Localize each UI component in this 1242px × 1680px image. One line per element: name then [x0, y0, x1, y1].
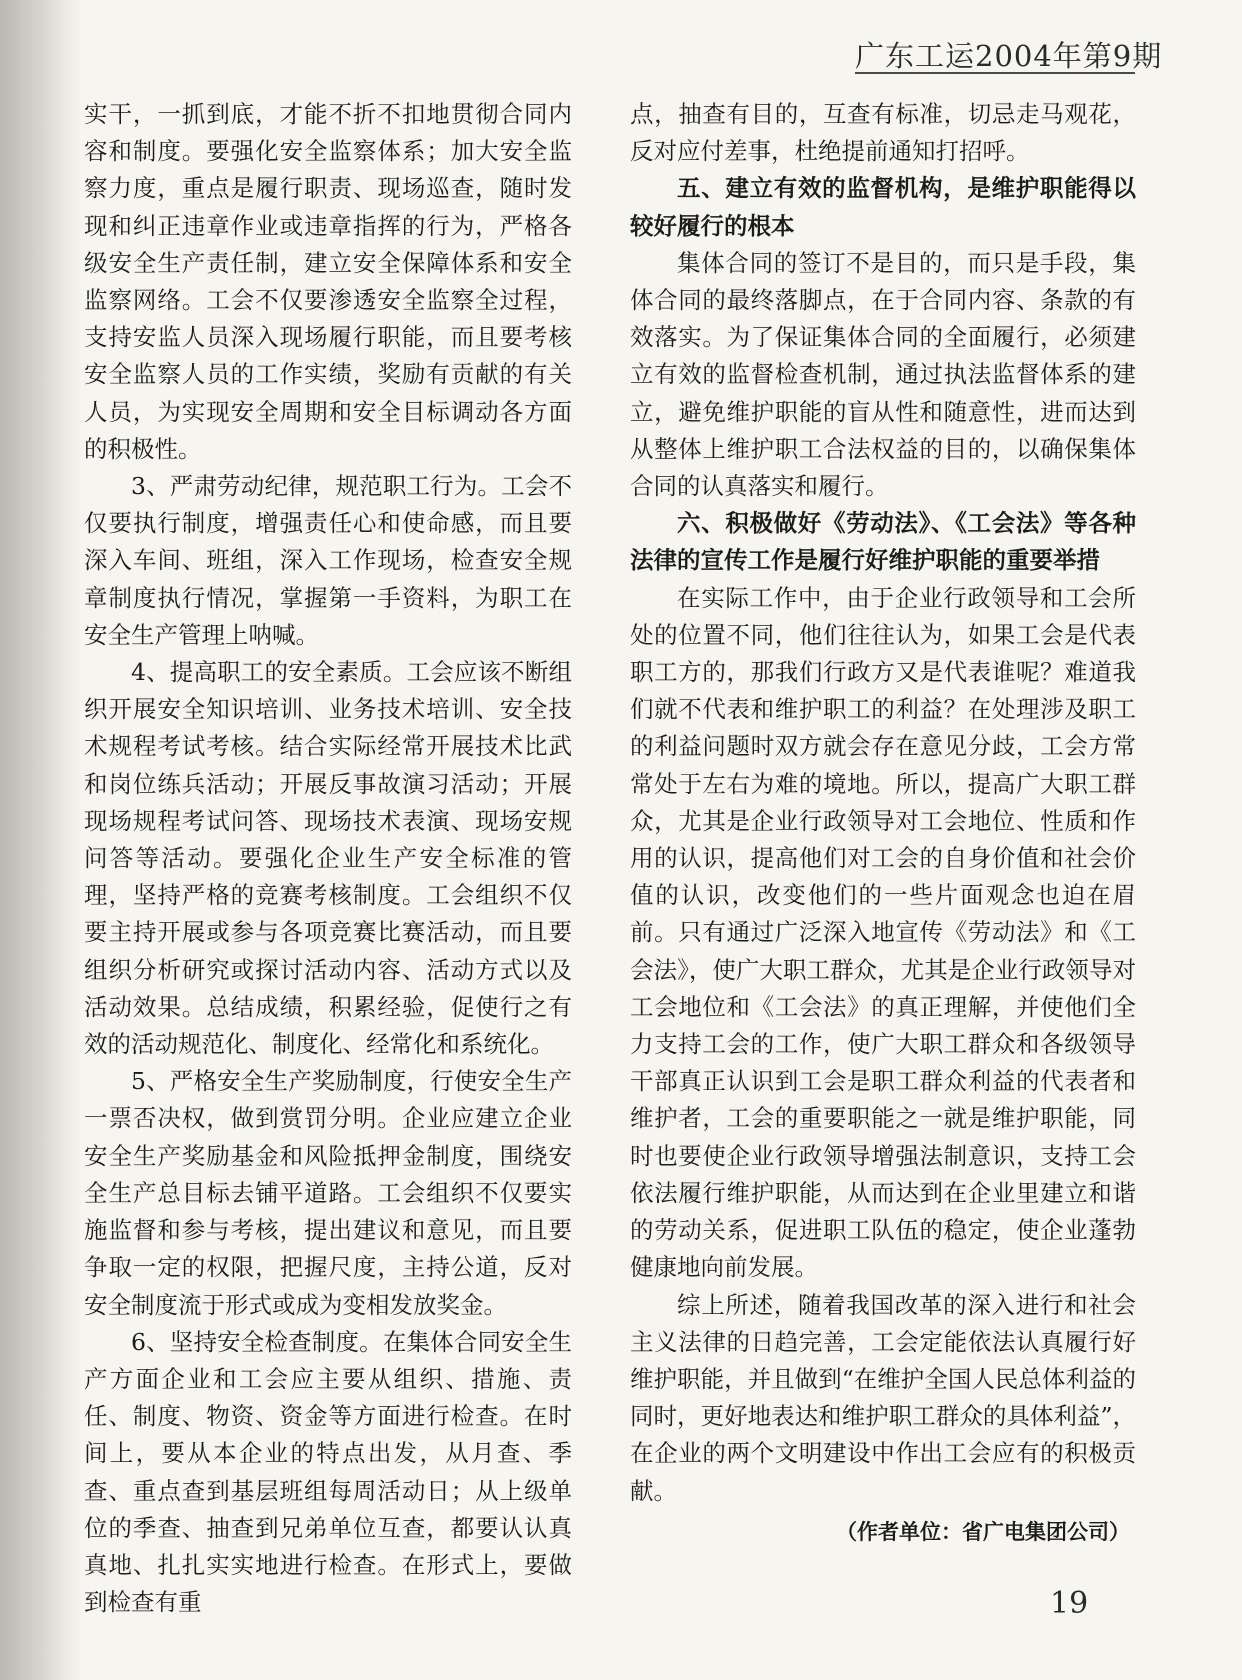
- paragraph: 6、坚持安全检查制度。在集体合同安全生产方面企业和工会应主要从组织、措施、责任、制度、物资、资金等方面进行检查。在时间上，要从本企业的特点出发，从月查、季查、重点查到基层班组每周活动日；从上级单位的季查、抽查到兄弟单位互查，都要认认真真地、扎扎实实地进行检查。在形式上，要做到检查有重: [84, 1327, 572, 1617]
- paragraph: 3、严肃劳动纪律，规范职工行为。工会不仅要执行制度，增强责任心和使命感，而且要深入车间、班组，深入工作现场，检查安全规章制度执行情况，掌握第一手资料，为职工在安全生产管理上呐喊。: [84, 472, 572, 649]
- section-heading: 五、建立有效的监督机构，是维护职能得以较好履行的根本: [630, 174, 1136, 240]
- running-header: 广东工运2004年第9期: [855, 39, 1163, 73]
- section-heading: 六、积极做好《劳动法》、《工会法》等各种法律的宣传工作是履行好维护职能的重要举措: [630, 509, 1136, 575]
- paragraph: 集体合同的签订不是目的，而只是手段，集体合同的最终落脚点，在于合同内容、条款的有效落实。为了保证集体合同的全面履行，必须建立有效的监督检查机制，通过执法监督体系的建立，避免维护职能的盲从性和随意性，进而达到从整体上维护职工合法权益的目的，以确保集体合同的认真落实和履行。: [630, 248, 1136, 501]
- paragraph: 4、提高职工的安全素质。工会应该不断组织开展安全知识培训、业务技术培训、安全技术规程考试考核。结合实际经常开展技术比武和岗位练兵活动；开展反事故演习活动；开展现场规程考试问答、现场技术表演、现场安规问答等活动。要强化企业生产安全标准的管理，坚持严格的竞赛考核制度。工会组织不仅要主持开展或参与各项竞赛比赛活动，而且要组织分析研究或探讨活动内容、活动方式以及活动效果。总结成绩，积累经验，促使行之有效的活动规范化、制度化、经常化和系统化。: [84, 658, 572, 1059]
- paragraph: 实干，一抓到底，才能不折不扣地贯彻合同内容和制度。要强化安全监察体系；加大安全监察力度，重点是履行职责、现场巡查，随时发现和纠正违章作业或违章指挥的行为，严格各级安全生产责任制，建立安全保障体系和安全监察网络。工会不仅要渗透安全监察全过程，支持安监人员深入现场履行职能，而且要考核安全监察人员的工作实绩，奖励有贡献的有关人员，为实现安全周期和安全目标调动各方面的积极性。: [84, 100, 572, 463]
- right-column: [630, 96, 1136, 1551]
- page-gutter-shadow: [0, 0, 82, 1680]
- paragraph: 5、严格安全生产奖励制度，行使安全生产一票否决权，做到赏罚分明。企业应建立企业安全生产奖励基金和风险抵押金制度，围绕安全生产总目标去铺平道路。工会组织不仅要实施监督和参与考核，提出建议和意见，而且要争取一定的权限，把握尺度，主持公道，反对安全制度流于形式或成为变相发放奖金。: [84, 1067, 572, 1319]
- paragraph: 综上所述，随着我国改革的深入进行和社会主义法律的日趋完善，工会定能依法认真履行好维护职能，并且做到“在维护全国人民总体利益的同时，更好地表达和维护职工群众的具体利益”，在企业的两个文明建设中作出工会应有的积极贡献。: [630, 1290, 1136, 1505]
- left-column: [84, 96, 572, 1621]
- header-rule: [855, 72, 1135, 74]
- page-number: 19: [1050, 1586, 1089, 1621]
- paragraph: 点，抽查有目的，互查有标准，切忌走马观花，反对应付差事，杜绝提前通知打招呼。: [630, 100, 1136, 166]
- author-affiliation: （作者单位：省广电集团公司）: [836, 1519, 1130, 1544]
- paragraph: 在实际工作中，由于企业行政领导和工会所处的位置不同，他们往往认为，如果工会是代表职工方的，那我们行政方又是代表谁呢？难道我们就不代表和维护职工的利益？在处理涉及职工的利益问题时双方就会存在意见分歧，工会方常常处于左右为难的境地。所以，提高广大职工群众，尤其是企业行政领导对工会地位、性质和作用的认识，提高他们对工会的自身价值和社会价值的认识，改变他们的一些片面观念也迫在眉前。只有通过广泛深入地宣传《劳动法》和《工会法》，使广大职工群众，尤其是企业行政领导对工会地位和《工会法》的真正理解，并使他们全力支持工会的工作，使广大职工群众和各级领导干部真正认识到工会是职工群众利益的代表者和维护者，工会的重要职能之一就是维护职能，同时也要使企业行政领导增强法制意识，支持工会依法履行维护职能，从而达到在企业里建立和谐的劳动关系，促进职工队伍的稳定，使企业蓬勃健康地向前发展。: [630, 583, 1136, 1282]
